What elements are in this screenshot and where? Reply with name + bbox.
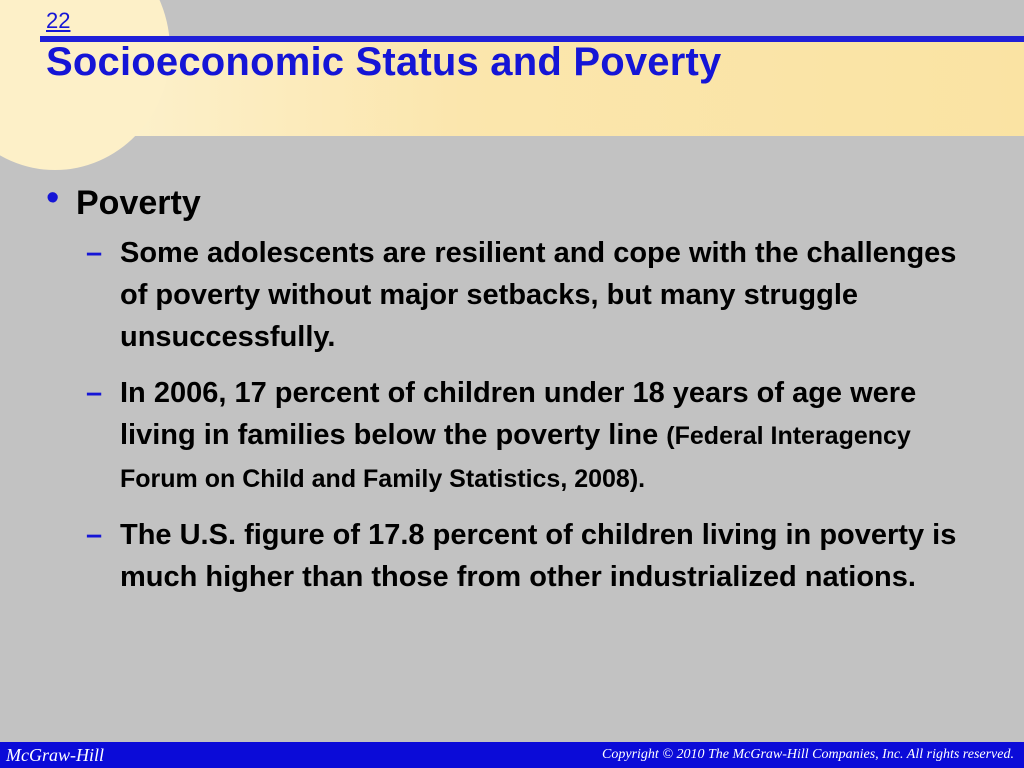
bullet-dot-icon: • [46, 177, 60, 219]
sub-bullet-text [120, 372, 986, 500]
dash-icon: – [86, 237, 103, 269]
sub-bullet-item [86, 372, 986, 500]
sub-bullet-main-text: The U.S. figure of 17.8 percent of children living in poverty is much higher than those from other industrialized nations. [120, 519, 957, 593]
sub-bullet-list [86, 232, 986, 598]
sub-bullet-text [120, 232, 986, 358]
sub-bullet-main-text: Some adolescents are resilient and cope with the challenges of poverty without major setbacks, but many struggle unsuccessfully. [120, 237, 957, 353]
sub-bullet-item [86, 232, 986, 358]
dash-icon: – [86, 519, 103, 551]
copyright-notice: Copyright © 2010 The McGraw-Hill Companies, Inc. All rights reserved. [602, 747, 1014, 762]
sub-bullet-main-text: In 2006, 17 percent of children under 18 years of age were living in families below the poverty line [120, 377, 917, 451]
sub-bullet-item [86, 514, 986, 598]
footer-bar [0, 742, 1024, 768]
bullet-label: Poverty [76, 184, 201, 222]
slide-content [46, 178, 986, 612]
sub-bullet-text [120, 514, 986, 598]
dash-icon: – [86, 377, 103, 409]
bullet-item [46, 178, 986, 228]
publisher-name: McGraw-Hill [6, 744, 104, 765]
slide-title: Socioeconomic Status and Poverty [46, 40, 722, 84]
decorative-circle [0, 0, 170, 170]
slide-number: 22 [46, 8, 71, 33]
citation: (Federal Interagency Forum on Child and Family Statistics, 2008). [120, 422, 911, 493]
